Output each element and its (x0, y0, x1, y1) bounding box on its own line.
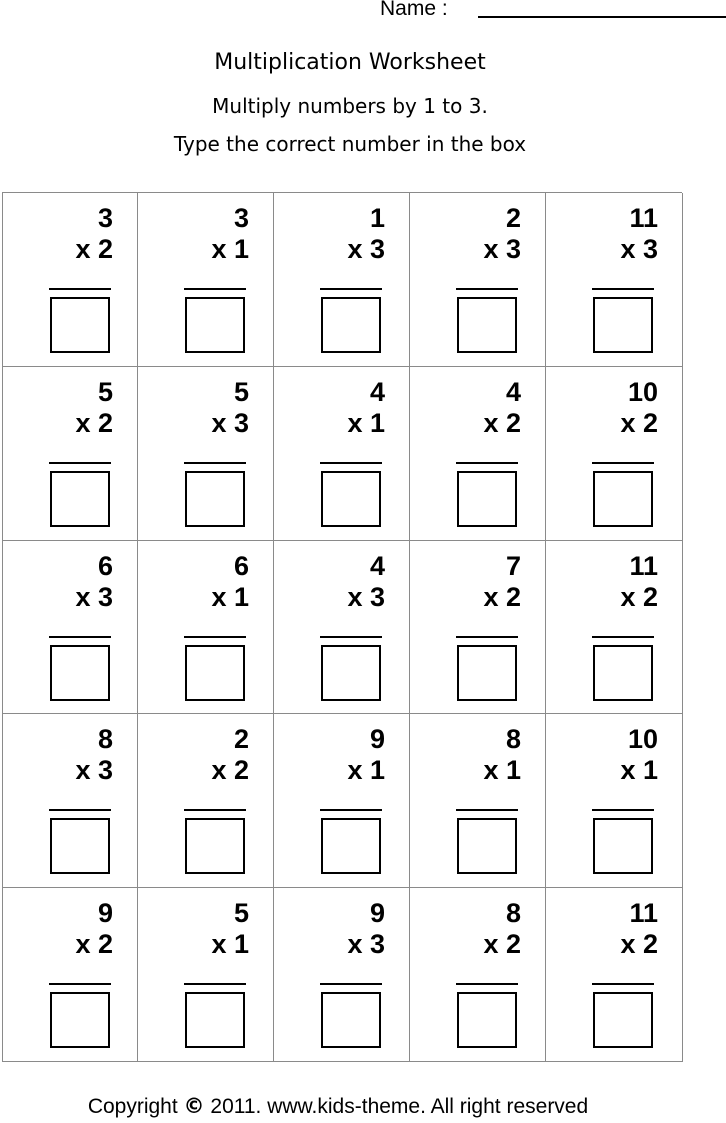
problem-cell (410, 541, 546, 715)
problem-cell (410, 888, 546, 1062)
multiplicand: 10 (627, 724, 658, 755)
answer-box[interactable] (321, 297, 381, 353)
multiplicand: 5 (97, 376, 113, 407)
answer-box[interactable] (185, 992, 245, 1048)
multiplicand: 6 (97, 550, 113, 581)
answer-box[interactable] (593, 645, 653, 701)
answer-rule (320, 809, 382, 811)
problem-cell (3, 193, 138, 367)
problem-cell (274, 193, 410, 367)
name-field[interactable] (478, 16, 726, 18)
name-label: Name : (380, 0, 448, 20)
answer-box[interactable] (321, 818, 381, 874)
multiplier: x 2 (620, 929, 658, 960)
multiplier: x 1 (347, 755, 385, 786)
multiplier: x 3 (347, 234, 385, 264)
multiplicand: 9 (97, 898, 113, 929)
multiplier: x 1 (347, 407, 385, 438)
problem-cell (3, 367, 138, 541)
multiplier: x 3 (75, 755, 113, 786)
multiplicand: 7 (505, 550, 521, 581)
problem-cell (546, 714, 683, 888)
multiplier: x 2 (211, 755, 249, 786)
multiplier: x 3 (347, 581, 385, 612)
problem-cell (138, 367, 274, 541)
answer-box[interactable] (457, 992, 517, 1048)
multiplier: x 2 (483, 407, 521, 438)
answer-rule (49, 809, 111, 811)
answer-box[interactable] (50, 645, 110, 701)
answer-box[interactable] (50, 297, 110, 353)
copyright-suffix: 2011. www.kids-theme. All right reserved (210, 1095, 589, 1118)
answer-rule (592, 983, 654, 985)
multiplier: x 1 (483, 755, 521, 786)
answer-rule (320, 983, 382, 985)
problem-cell (138, 541, 274, 715)
multiplicand: 2 (505, 203, 521, 233)
answer-rule (184, 462, 246, 464)
problem-cell (274, 888, 410, 1062)
answer-rule (320, 288, 382, 290)
problem-cell (546, 888, 683, 1062)
multiplier: x 2 (620, 407, 658, 438)
multiplier: x 3 (347, 929, 385, 960)
name-row (380, 0, 726, 22)
problem-cell (3, 888, 138, 1062)
multiplicand: 8 (505, 724, 521, 755)
copyright-footer (0, 1094, 676, 1119)
multiplicand: 11 (629, 898, 658, 929)
problem-cell (410, 714, 546, 888)
multiplicand: 4 (369, 550, 385, 581)
copyright-icon: © (183, 1094, 205, 1118)
multiplicand: 8 (505, 898, 521, 929)
answer-box[interactable] (457, 297, 517, 353)
multiplicand: 10 (627, 376, 658, 407)
multiplier: x 1 (620, 755, 658, 786)
answer-box[interactable] (593, 992, 653, 1048)
multiplier: x 3 (211, 407, 249, 438)
instruction-range: Multiply numbers by 1 to 3. (212, 94, 488, 118)
problem-cell (546, 193, 683, 367)
multiplicand: 9 (369, 724, 385, 755)
problem-grid (2, 192, 682, 1062)
answer-box[interactable] (50, 818, 110, 874)
multiplicand: 4 (369, 376, 385, 407)
problem-cell (138, 714, 274, 888)
answer-rule (592, 809, 654, 811)
answer-rule (184, 809, 246, 811)
multiplicand: 4 (505, 376, 521, 407)
problem-cell (546, 541, 683, 715)
answer-box[interactable] (457, 645, 517, 701)
multiplier: x 2 (75, 407, 113, 438)
multiplier: x 3 (483, 234, 521, 264)
multiplier: x 2 (483, 929, 521, 960)
answer-rule (456, 636, 518, 638)
answer-rule (456, 288, 518, 290)
multiplier: x 2 (75, 234, 113, 264)
problem-cell (410, 367, 546, 541)
multiplicand: 6 (233, 550, 249, 581)
answer-box[interactable] (321, 992, 381, 1048)
problem-cell (274, 541, 410, 715)
answer-box[interactable] (593, 471, 653, 527)
answer-rule (184, 636, 246, 638)
answer-rule (592, 462, 654, 464)
multiplier: x 1 (211, 234, 249, 264)
answer-box[interactable] (321, 645, 381, 701)
answer-rule (456, 462, 518, 464)
answer-rule (592, 636, 654, 638)
answer-box[interactable] (185, 471, 245, 527)
problem-cell (138, 888, 274, 1062)
answer-rule (320, 462, 382, 464)
multiplicand: 8 (97, 724, 113, 755)
problem-cell (546, 367, 683, 541)
multiplicand: 2 (233, 724, 249, 755)
problem-cell (274, 367, 410, 541)
problem-cell (138, 193, 274, 367)
problem-cell (274, 714, 410, 888)
answer-box[interactable] (185, 645, 245, 701)
answer-box[interactable] (457, 471, 517, 527)
answer-box[interactable] (457, 818, 517, 874)
answer-box[interactable] (185, 297, 245, 353)
answer-rule (49, 636, 111, 638)
problem-cell (3, 714, 138, 888)
multiplicand: 3 (233, 203, 249, 233)
problem-cell (410, 193, 546, 367)
answer-rule (184, 288, 246, 290)
instruction-answer: Type the correct number in the box (173, 132, 527, 156)
worksheet-title: Multiplication Worksheet (214, 50, 486, 75)
multiplier: x 3 (620, 234, 658, 264)
answer-box[interactable] (50, 471, 110, 527)
answer-box[interactable] (593, 297, 653, 353)
answer-box[interactable] (185, 818, 245, 874)
answer-rule (456, 983, 518, 985)
multiplicand: 11 (629, 203, 658, 233)
multiplicand: 1 (369, 203, 385, 233)
multiplier: x 1 (211, 581, 249, 612)
multiplicand: 5 (233, 898, 249, 929)
copyright-prefix: Copyright (87, 1095, 178, 1118)
multiplicand: 5 (233, 376, 249, 407)
answer-box[interactable] (593, 818, 653, 874)
answer-rule (184, 983, 246, 985)
answer-rule (592, 288, 654, 290)
answer-rule (49, 983, 111, 985)
answer-rule (456, 809, 518, 811)
answer-rule (49, 462, 111, 464)
multiplicand: 3 (97, 203, 113, 233)
multiplier: x 3 (75, 581, 113, 612)
answer-box[interactable] (50, 992, 110, 1048)
multiplier: x 2 (483, 581, 521, 612)
answer-rule (320, 636, 382, 638)
multiplicand: 11 (629, 550, 658, 581)
multiplier: x 2 (75, 929, 113, 960)
multiplier: x 2 (620, 581, 658, 612)
answer-rule (49, 288, 111, 290)
answer-box[interactable] (321, 471, 381, 527)
multiplicand: 9 (369, 898, 385, 929)
multiplier: x 1 (211, 929, 249, 960)
problem-cell (3, 541, 138, 715)
